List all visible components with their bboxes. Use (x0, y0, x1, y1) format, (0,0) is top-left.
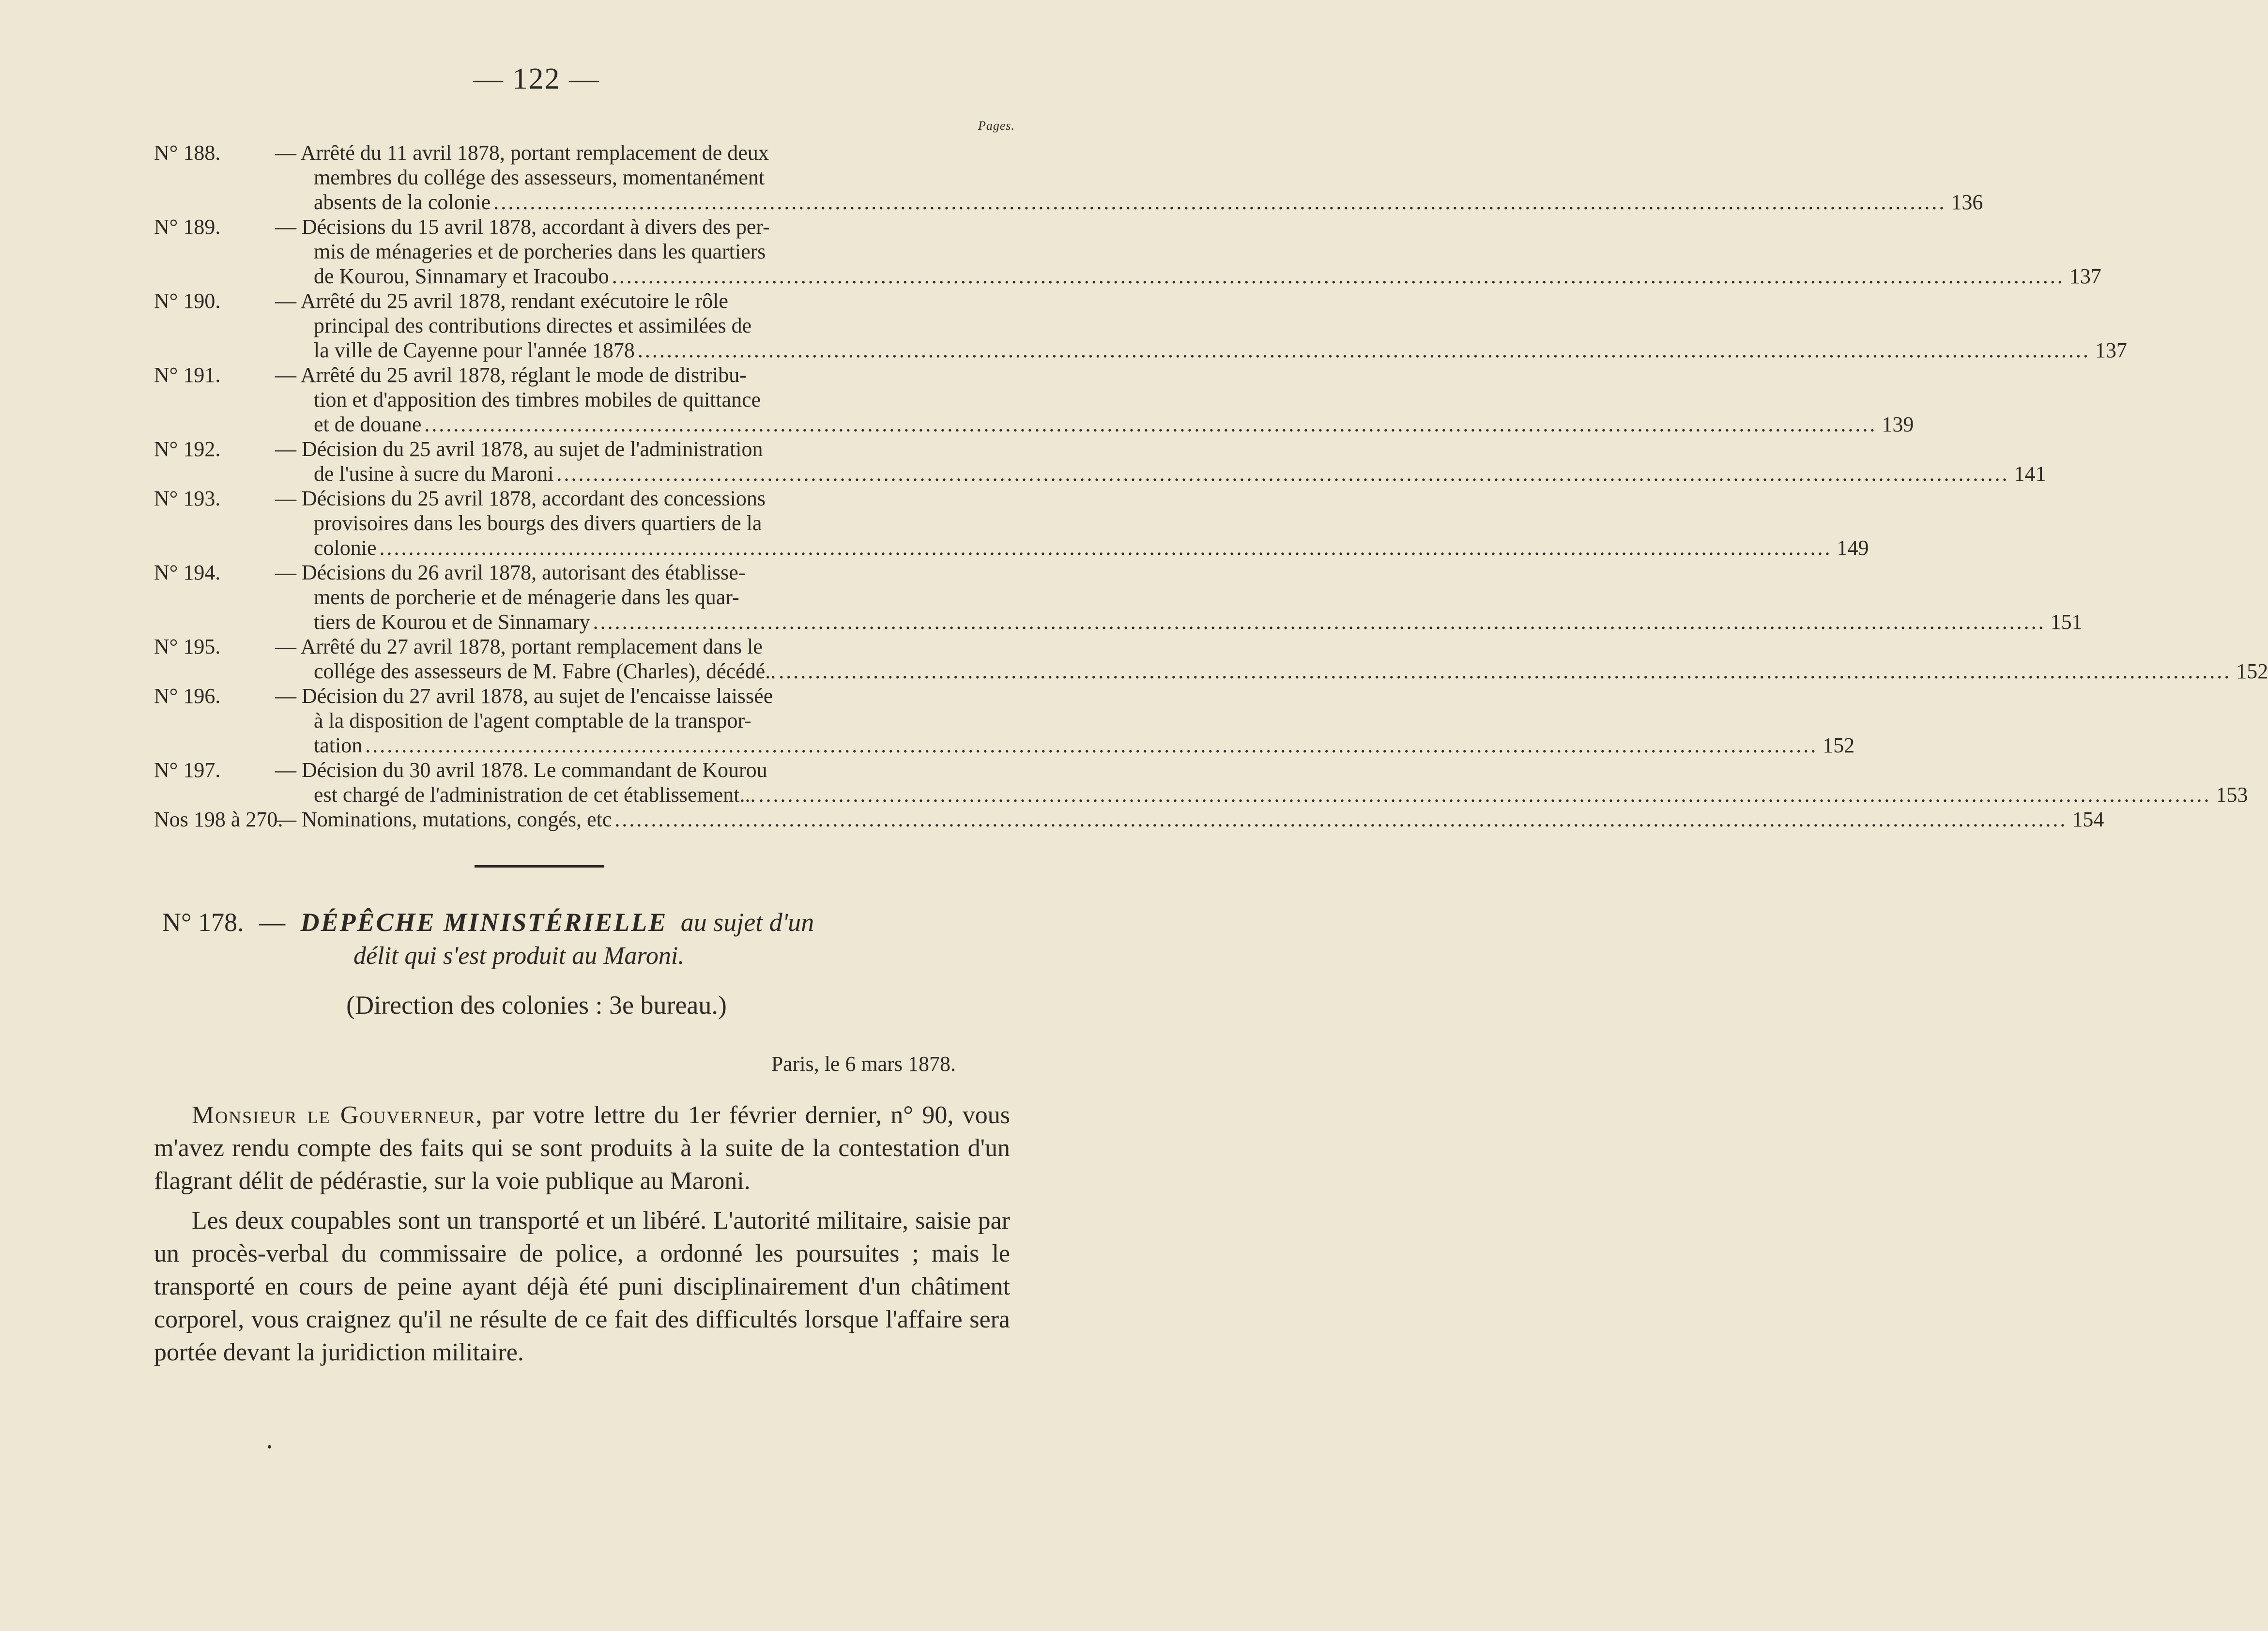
toc-entry-page: 137 (2095, 338, 2127, 362)
toc-entry-line (314, 338, 2127, 363)
toc-entry-line-text: de Kourou, Sinnamary et Iracoubo (314, 264, 609, 288)
toc-entry-line: — Décisions du 25 avril 1878, accordant des concessions (275, 487, 766, 510)
dot-leader: ........................................................................................................................................................................................................ (637, 338, 2090, 362)
toc-entry-text (275, 363, 1914, 437)
toc-entry-number: N° 194. (154, 561, 221, 584)
toc-entry-line: — Décision du 30 avril 1878. Le commandant de Kourou (275, 758, 767, 782)
dot-leader: ........................................................................................................................................................................................................ (424, 412, 1877, 436)
toc-entry-number: Nos 198 à 270. (154, 808, 283, 831)
toc-entry-page: 152 (2236, 659, 2268, 683)
toc-entry-line (314, 782, 2248, 807)
toc-entry-line: — Arrêté du 11 avril 1878, portant remplacement de deux (275, 141, 769, 165)
dot-leader: ........................................................................................................................................................................................................ (493, 190, 1946, 214)
toc-entry-line: mis de ménageries et de porcheries dans les quartiers (314, 240, 766, 263)
toc-entry (154, 437, 2046, 486)
salutation: Monsieur le Gouverneur, (192, 1101, 483, 1129)
toc-entry (154, 486, 1869, 560)
toc-entry-page: 153 (2216, 783, 2248, 807)
toc-entry (154, 634, 2268, 684)
dot-leader: ........................................................................................................................................................................................................ (612, 264, 2065, 288)
toc-entry-line-text: de l'usine à sucre du Maroni (314, 462, 554, 486)
toc-entry-line: provisoires dans les bourgs des divers quartiers de la (314, 511, 762, 535)
pages-column-label: Pages. (978, 119, 1015, 133)
toc-entry-line-text: tiers de Kourou et de Sinnamary (314, 610, 590, 634)
toc-entry-line: — Décisions du 15 avril 1878, accordant à divers des per- (275, 215, 770, 239)
toc-entry-line-text: collége des assesseurs de M. Fabre (Charles), décédé.. (314, 659, 776, 683)
heading-title: DÉPÊCHE MINISTÉRIELLE (300, 908, 668, 937)
dot-leader: ........................................................................................................................................................................................................ (556, 462, 2009, 486)
toc-entry-number: N° 190. (154, 289, 221, 313)
toc-entry-line (314, 190, 1983, 214)
toc-entry-line-text: colonie (314, 536, 377, 560)
toc-entry-line-text: — Nominations, mutations, congés, etc (275, 808, 612, 831)
toc-entry-text (275, 289, 2127, 363)
toc-entry-page: 141 (2014, 462, 2046, 486)
toc-entry-line-text: la ville de Cayenne pour l'année 1878 (314, 338, 635, 362)
heading-number: N° 178. (162, 908, 244, 937)
toc-entry-line-text: tation (314, 733, 363, 757)
toc-entry-line: principal des contributions directes et assimilées de (314, 314, 752, 337)
toc-entry-page: 152 (1823, 733, 1855, 757)
paragraph-1-text: par votre lettre du 1er février dernier, n° 90, vous m'avez rendu compte des faits qui se sont produits à la suite de la contestation d'un flagrant délit de pédérastie, sur la voie publique au Maroni. (154, 1101, 1011, 1195)
page-number: — 122 — (473, 62, 600, 95)
toc-entry-page: 154 (2072, 808, 2104, 831)
toc-entry-text (275, 140, 1983, 214)
toc-entry-text (275, 758, 2248, 807)
toc-entry-number: N° 193. (154, 487, 221, 510)
heading-dash: — (259, 908, 286, 937)
toc-entry-number: N° 189. (154, 215, 221, 239)
toc-entry-line (314, 535, 1869, 560)
toc-entry-line: ments de porcherie et de ménagerie dans les quar- (314, 585, 739, 609)
paragraph-1 (154, 1099, 1010, 1198)
separator-rule (475, 865, 604, 868)
section-heading (162, 905, 1010, 973)
toc-entry (154, 807, 2104, 832)
toc-entry (154, 289, 2127, 363)
toc-entry-line: tion et d'apposition des timbres mobiles de quittance (314, 388, 761, 412)
toc-entry-page: 151 (2050, 610, 2083, 634)
toc-entry-number: N° 191. (154, 363, 221, 387)
toc-entry-line: — Arrêté du 27 avril 1878, portant remplacement dans le (275, 635, 763, 658)
toc-entry-line (275, 807, 2104, 832)
toc-entry-text (275, 634, 2268, 684)
toc-entry-line (314, 733, 1855, 758)
toc-entry-line: à la disposition de l'agent comptable de la transpor- (314, 709, 751, 732)
toc-entry (154, 758, 2248, 807)
toc-entry-line (314, 264, 2101, 289)
ink-speck (268, 1445, 271, 1448)
toc-entry (154, 560, 2083, 634)
toc-entry-page: 139 (1882, 412, 1914, 436)
toc-entry-number: N° 197. (154, 758, 221, 782)
toc-entry-number: N° 196. (154, 684, 221, 708)
toc-entry-line: membres du collége des assesseurs, momentanément (314, 166, 765, 189)
toc-entry-text (275, 486, 1869, 560)
toc-entry-line-text: et de douane (314, 412, 422, 436)
dot-leader: ........................................................................................................................................................................................................ (365, 733, 1818, 757)
toc-entry-page: 149 (1837, 536, 1869, 560)
toc-entry-number: N° 188. (154, 141, 221, 165)
dot-leader: ........................................................................................................................................................................................................ (758, 783, 2211, 807)
dot-leader: ........................................................................................................................................................................................................ (593, 610, 2046, 634)
dot-leader: ........................................................................................................................................................................................................ (614, 808, 2068, 831)
toc-entry (154, 214, 2101, 289)
letter-body (154, 1099, 1010, 1376)
direction-line: (Direction des colonies : 3e bureau.) (346, 991, 727, 1020)
toc-entry-line (314, 659, 2268, 684)
toc-entry-number: N° 195. (154, 635, 221, 658)
toc-entry-page: 137 (2069, 264, 2101, 288)
dateline: Paris, le 6 mars 1878. (771, 1052, 956, 1076)
heading-subtitle-part1: au sujet d'un (680, 908, 814, 937)
toc-entry-line: — Décision du 25 avril 1878, au sujet de l'administration (275, 437, 763, 461)
table-of-contents (154, 140, 2268, 832)
toc-entry-text (275, 437, 2046, 486)
dot-leader: ........................................................................................................................................................................................................ (379, 536, 1832, 560)
toc-entry-line: — Décision du 27 avril 1878, au sujet de l'encaisse laissée (275, 684, 773, 708)
toc-entry (154, 140, 1983, 214)
toc-entry-line: — Décisions du 26 avril 1878, autorisant des établisse- (275, 561, 746, 584)
toc-entry-text (275, 684, 1855, 758)
toc-entry-text (275, 807, 2104, 832)
toc-entry-line-text: est chargé de l'administration de cet établissement... (314, 783, 756, 807)
paragraph-2: Les deux coupables sont un transporté et un libéré. L'autorité militaire, saisie par un procès-verbal du commissaire de police, a ordonné les poursuites ; mais le transporté en cours de peine ayant déjà été puni disciplinairement d'un châtiment corporel, vous craignez qu'il ne résulte de ce fait des difficultés lorsque l'affaire sera portée devant la juridiction militaire. (154, 1207, 1010, 1366)
toc-entry-line (314, 610, 2083, 634)
toc-entry-number: N° 192. (154, 437, 221, 461)
heading-subtitle-part2: délit qui s'est produit au Maroni. (353, 942, 685, 970)
toc-entry (154, 684, 1855, 758)
toc-entry-line-text: absents de la colonie (314, 190, 491, 214)
toc-entry (154, 363, 1914, 437)
toc-entry-line: — Arrêté du 25 avril 1878, réglant le mode de distribu- (275, 363, 747, 387)
dot-leader: ........................................................................................................................................................................................................ (779, 659, 2232, 683)
toc-entry-page: 136 (1951, 190, 1983, 214)
toc-entry-line (314, 461, 2046, 486)
toc-entry-line (314, 412, 1914, 437)
toc-entry-text (275, 214, 2101, 289)
toc-entry-line: — Arrêté du 25 avril 1878, rendant exécutoire le rôle (275, 289, 728, 313)
toc-entry-text (275, 560, 2083, 634)
